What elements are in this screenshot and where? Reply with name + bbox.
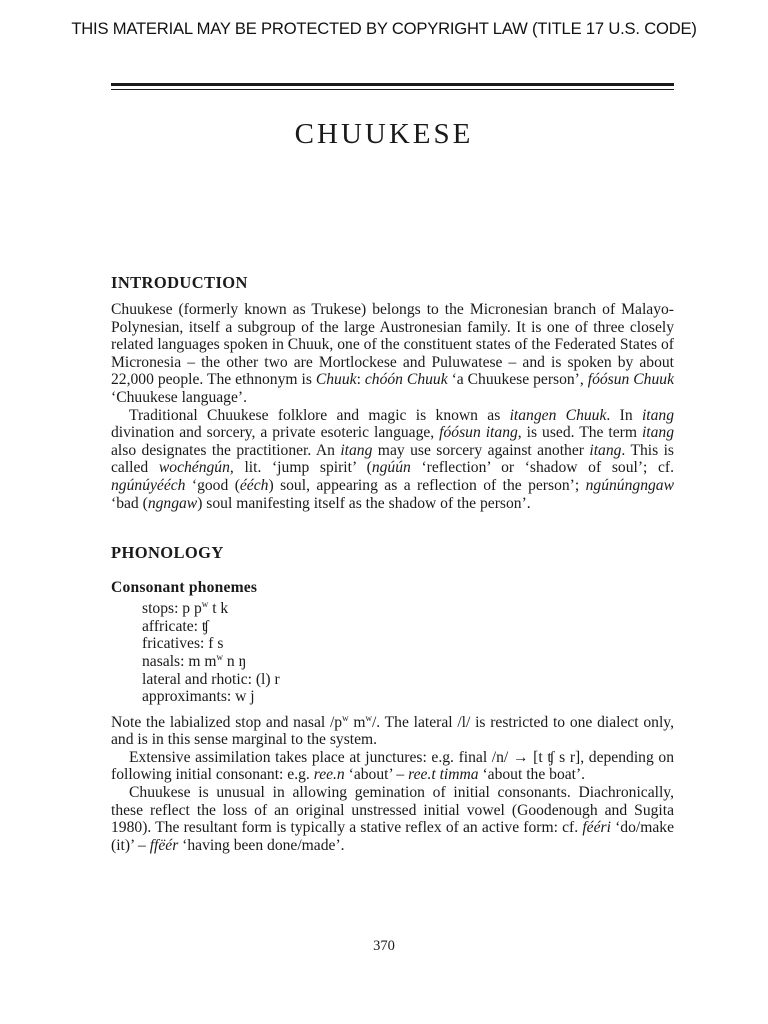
phonology-paragraph-2: Extensive assimilation takes place at junctures: e.g. final /n/ → [t ʧ s r], depending on following initial consonant: e.g. ree.n ‘about’ – ree.t timma ‘about the boat’. [111, 748, 674, 784]
intro-paragraph-2: Traditional Chuukese folklore and magic is known as itangen Chuuk. In itang divination and sorcery, a private esoteric language, fóósun itang, is used. The term itang also designates the practitioner. An itang may use sorcery against another itang. This is called wochéngún, lit. ‘jump spirit’ (ngúún ‘reflection’ or ‘shadow of soul’; cf. ngúnúyééch ‘good (ééch) soul, appearing as a reflection of the person’; ngúnúngngaw ‘bad (ngngaw) soul manifesting itself as the shadow of the person’. [111, 406, 675, 512]
intro-heading: INTRODUCTION [111, 273, 248, 292]
phonology-heading: PHONOLOGY [111, 543, 224, 563]
consonant-subheading: Consonant phonemes [111, 579, 258, 597]
list-item-stops: stops: p $p^w$ t k [142, 598, 229, 618]
phonology-paragraph-3: Chuukese is unusual in allowing gemination of initial consonants. Diachronically, these reflect the loss of an original unstressed initial vowel (Goodenough and Sugita 1980). The resultant form is typically a stative reflex of an active form: cf. fééri ‘do/make (it)’ – ffëér ‘having been done/made’. [111, 784, 674, 854]
chapter-title: CHUUKESE [294, 118, 474, 150]
main-content [111, 273, 674, 854]
top-rule-thin [111, 89, 674, 90]
list-item-affricate: affricate: ʧ [142, 617, 210, 635]
list-item-fricatives: fricatives: f s [142, 635, 224, 653]
top-rule-thick [111, 83, 674, 86]
page-number: 370 [373, 938, 395, 954]
intro-paragraph-1: Chuukese (formerly known as Trukese) belongs to the Micronesian branch of Malayo-Polynesian, itself a subgroup of the large Austronesian family. It is one of three closely related languages spoken in Chuuk, one of the constituent states of the Federated States of Micronesia – the other two are Mortlockese and Puluwatese – and is spoken by about 22,000 people. The ethnonym is Chuuk: chóón Chuuk ‘a Chuukese person’, fóósun Chuuk ‘Chuukese language’. [111, 301, 674, 406]
copyright-notice: THIS MATERIAL MAY BE PROTECTED BY COPYRIGHT LAW (TITLE 17 U.S. CODE) [71, 19, 697, 38]
list-item-approximants: approximants: w j [142, 688, 255, 706]
phonology-paragraph-1: Note the labialized stop and nasal $/p^w$ $m^w/$. The lateral /l/ is restricted to one dialect only, and is in this sense marginal to the system. [111, 712, 674, 749]
list-item-lateral: lateral and rhotic: (l) r [142, 670, 280, 688]
list-item-nasals: nasals: m $m^w$ n ŋ [142, 651, 247, 670]
consonant-list [111, 600, 674, 706]
